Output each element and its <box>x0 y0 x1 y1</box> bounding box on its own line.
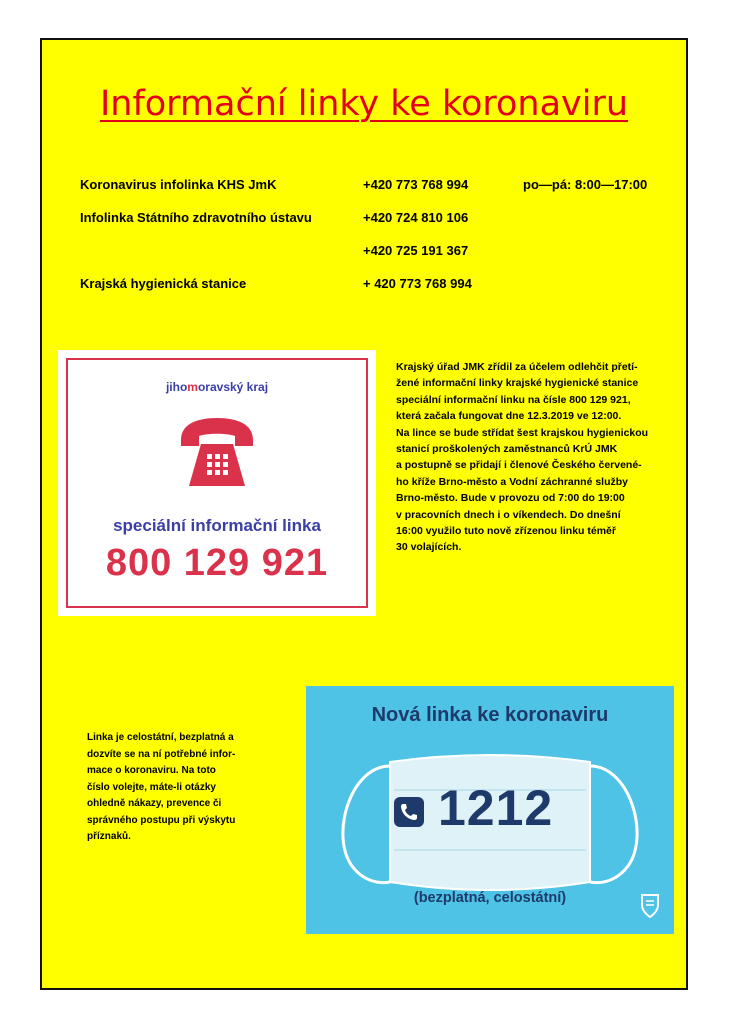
opening-hours: po—pá: 8:00—17:00 <box>523 177 648 192</box>
page-frame <box>40 38 688 990</box>
phone-number: +420 724 810 106 <box>363 210 469 225</box>
line-1212-footer: (bezplatná, celostátní) <box>413 890 567 906</box>
special-line-number: 800 129 921 <box>105 542 329 584</box>
line-1212-image <box>306 686 674 934</box>
special-line-image <box>58 350 376 616</box>
info-paragraph-right: Krajský úřad JMK zřídil za účelem odlehčit přetí- žené informační linky krajské hygienické stanice speciální informační linku na čísle 800 129 921, která začala fungovat dne 12.3.2019 ve 12:00. Na lince se bude střídat šest krajskou hygienickou stanicí proškolených zaměstnanců KrÚ JMK a postupně se přidají i členové Českého červené- ho kříže Brno-město a Vodní záchranné služby Brno-město. Bude v provozu od 7:00 do 19:00 v pracovních dnech i o víkendech. Do dnešní 16:00 využilo tuto nově zřízenou linku téměř 30 volajících. <box>396 361 649 554</box>
line-name: Koronavirus infolinka KHS JmK <box>80 177 277 192</box>
emblem-icon <box>640 893 660 919</box>
line-name: Krajská hygienická stanice <box>80 276 247 291</box>
phone-number: +420 725 191 367 <box>363 243 469 258</box>
line-1212-title: Nová linka ke koronaviru <box>371 704 609 726</box>
telephone-icon <box>177 414 257 490</box>
special-line-border <box>66 358 368 608</box>
page-title: Informační linky ke koronaviru <box>99 84 629 124</box>
line-name: Infolinka Státního zdravotního ústavu <box>80 210 312 225</box>
special-line-label: speciální informační linka <box>113 516 321 535</box>
phone-number: +420 773 768 994 <box>363 177 469 192</box>
line-1212-number: 1212 <box>438 780 554 836</box>
phone-icon <box>394 797 424 827</box>
region-brand: jihomoravský kraj <box>165 380 269 394</box>
phone-number: + 420 773 768 994 <box>363 276 472 291</box>
info-paragraph-left: Linka je celostátní, bezplatná a dozvíte se na ní potřebné infor- mace o koronaviru. Na toto číslo volejte, máte-li otázky ohledně nákazy, prevence či správného postupu při výskytu příznaků. <box>87 732 236 842</box>
